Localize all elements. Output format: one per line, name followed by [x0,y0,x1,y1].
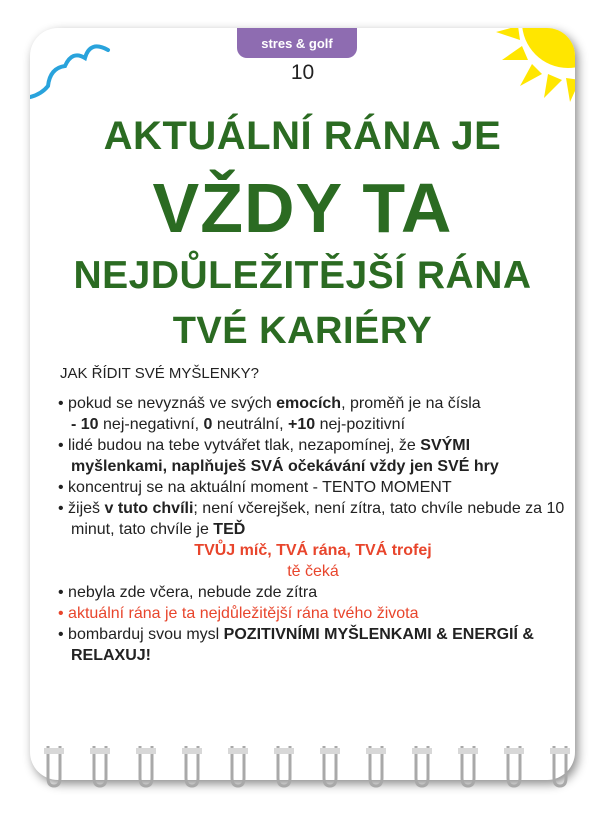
list-item: • nebyla zde včera, nebude zde zítra [58,584,318,601]
list-item: • aktuální rána je ta nejdůležitější rána tvého života [58,605,419,622]
list-item: • bombarduj svou mysl POZITIVNÍMI MYŠLENKAMI & ENERGIÍ & RELAXUJ! [58,626,534,664]
scale-line: - 10 nej-negativní, 0 neutrální, +10 nej-pozitivní [71,416,406,433]
binding-rings [44,746,570,786]
trophy-line: TVŮJ míč, TVÁ rána, TVÁ trofej [194,542,432,559]
binding-clip [182,748,202,754]
binding-clip [504,748,524,754]
binding-clip [366,748,386,754]
tips-list [58,393,568,666]
waits-line: tě čeká [287,563,339,580]
binding-clip [228,748,248,754]
list-item: • koncentruj se na aktuální moment - TENTO MOMENT [58,479,452,496]
category-badge: stres & golf [237,28,357,58]
title-line-3: NEJDŮLEŽITĚJŠÍ RÁNA [73,254,532,297]
list-item: • žiješ v tuto chvíli; není včerejšek, není zítra, tato chvíle nebude za 10 minut, tato chvíle je TEĎ [58,500,565,538]
title-line-1: AKTUÁLNÍ RÁNA JE [103,114,502,158]
binding-clip [412,748,432,754]
title-line-2: VŽDY TA [152,169,453,247]
card [30,28,575,780]
page-number: 10 [290,61,315,84]
binding-clip [320,748,340,754]
binding-clip [458,748,478,754]
binding-clip [550,748,570,754]
binding-clip [136,748,156,754]
spiral-binding-icon [0,738,600,825]
binding-clip [274,748,294,754]
list-item: • pokud se nevyznáš ve svých emocích, proměň je na čísla [58,395,481,412]
title-line-4: TVÉ KARIÉRY [172,310,433,352]
list-item: • lidé budou na tebe vytvářet tlak, nezapomínej, že SVÝMI myšlenkami, naplňuješ SVÁ očekávání vždy jen SVÉ hry [58,437,499,475]
binding-clip [44,748,64,754]
question-heading: JAK ŘÍDIT SVÉ MYŠLENKY? [60,365,259,382]
binding-clip [90,748,110,754]
